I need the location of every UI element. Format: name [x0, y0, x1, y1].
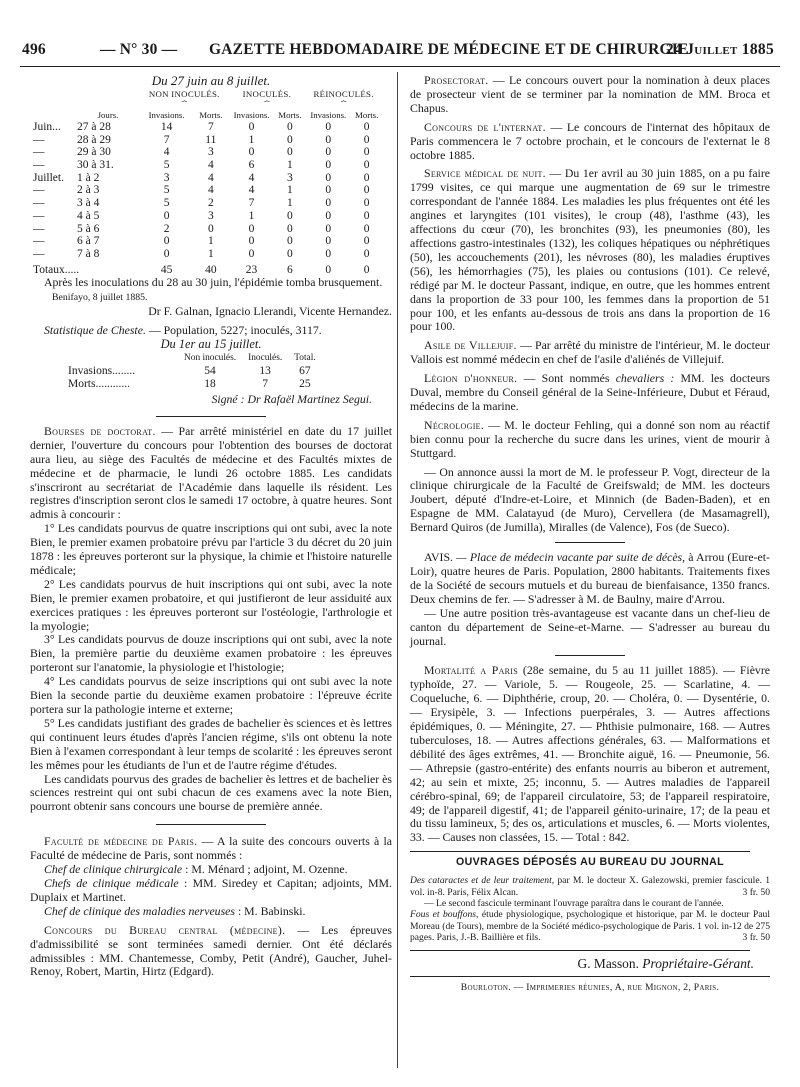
- legion-paragraph: Légion d'honneur. — Sont nommés chevaliers : MM. les docteurs Duval, membre du Conseil général de la Seine-Inférieure, Dubut et Féraud, médecins de la marine.: [410, 371, 770, 413]
- row-days: 27 à 28: [77, 120, 111, 133]
- row-value: 0: [325, 247, 332, 260]
- total-cell: 6: [287, 263, 293, 276]
- row-value: 5: [163, 197, 170, 210]
- row-value: 0: [363, 184, 370, 197]
- column-divider: [397, 72, 398, 1068]
- row-value: 7: [163, 133, 170, 146]
- epidemic-row: [32, 121, 382, 134]
- row-month: —: [33, 222, 45, 235]
- row-days: 7 à 8: [77, 247, 100, 260]
- faculte-line: Chef de clinique chirurgicale : M. Ménard ; adjoint, M. Ozenne.: [44, 862, 348, 877]
- row-value: 2: [207, 197, 214, 210]
- col-jours: Jours.: [97, 109, 119, 120]
- epidemic-row: [32, 235, 382, 248]
- row-value: 1: [287, 184, 293, 197]
- row-value: 0: [163, 209, 170, 222]
- cheste-signed: Signé : Dr Rafaël Martinez Segui.: [211, 391, 372, 406]
- row-value: 0: [325, 197, 332, 210]
- group-reinocules: RÉINOCULÉS.: [313, 88, 374, 99]
- epidemic-row: [32, 172, 382, 185]
- row-value: 0: [363, 222, 370, 235]
- page-header: [14, 41, 776, 67]
- journal-title: GAZETTE HEBDOMADAIRE DE MÉDECINE ET DE CHIRURGIE: [209, 41, 689, 58]
- row-month: —: [33, 146, 45, 159]
- epidemic-row: [32, 248, 382, 261]
- footer-rule: [410, 976, 770, 977]
- row-value: 0: [207, 222, 214, 235]
- totals-label: Totaux.....: [33, 263, 80, 276]
- epidemic-row: [32, 210, 382, 223]
- cheste-row: Morts............ 18 7 25: [68, 377, 311, 390]
- row-value: 0: [325, 120, 332, 133]
- page-number: 496: [22, 41, 46, 58]
- row-month: —: [33, 159, 45, 172]
- row-value: 4: [163, 146, 170, 159]
- header-rule: [20, 66, 780, 67]
- row-month: —: [33, 209, 45, 222]
- total-cell: 0: [325, 263, 332, 276]
- row-value: 4: [248, 184, 255, 197]
- right-column: [410, 74, 770, 995]
- row-value: 0: [363, 120, 370, 133]
- row-value: 0: [363, 235, 370, 248]
- row-value: 0: [248, 120, 255, 133]
- row-month: Juin...: [33, 120, 61, 133]
- row-value: 0: [287, 235, 293, 248]
- row-value: 5: [163, 159, 170, 172]
- bourses-item: 3° Les candidats pourvus de douze inscriptions qui ont subi, avec la note Bien, la première partie du deuxième examen probatoire : les épreuves porteront sur l'anatomie, la physiologie et l'histologie;: [30, 632, 392, 675]
- row-month: —: [33, 235, 45, 248]
- epidemic-table: [32, 89, 382, 276]
- row-value: 14: [160, 120, 173, 133]
- row-days: 29 à 30: [77, 146, 111, 159]
- bourses-item: 5° Les candidats justifiant des grades de bachelier ès sciences et ès lettres qui continuent leurs études d'après l'ancien régime, s'ils ont obtenu la note Bien à l'examen correspondant à leur temps de scolarité : les épreuves seront les mêmes pour les étudiants de l'un et de l'autre régime d'études.: [30, 715, 392, 772]
- mortalite-paragraph: Mortalité a Paris (28e semaine, du 5 au 11 juillet 1885). — Fièvre typhoïde, 27. — Variole, 5. — Rougeole, 25. — Scarlatine, 4. — Coqueluche, 6. — Diphthérie, croup, 20. — Choléra, 0. — Dysentérie, 0. — Erysipèle, 3. — Infections puerpérales, 3. — Autres affections épidémiques, 0. — Méningite, 27. — Phthisie pulmonaire, 168. — Autres tuberculoses, 18. — Autres affections générales, 63. — Malformations et débilité des âges extrêmes, 41. — Bronchite aiguë, 16. — Pneumonie, 56. — Athrepsie (gastro-entérite) des enfants nourris au biberon et autrement, 42; au sein et mixte, 25; inconnu, 5. — Autres maladies de l'appareil cérébro-spinal, 69; de l'appareil circulatoire, 53; de l'appareil respiratoire, 49; de l'appareil digestif, 41; de l'appareil génito-urinaire, 17; de la peau et du tissu lamineux, 5; des os, articulations et muscles, 6. — Morts violentes, 33. — Causes non classées, 15. — Total : 842.: [410, 663, 770, 845]
- row-days: 2 à 3: [77, 184, 100, 197]
- row-days: 4 à 5: [77, 209, 100, 222]
- place-date: Benifayo, 8 juillet 1885.: [52, 292, 148, 304]
- ouvrage-item: Des cataractes et de leur traitement, par M. le docteur X. Galezowski, premier fascicule. 1 vol. in-8. Paris, Félix Alcan. 3 fr. 50: [410, 875, 770, 898]
- row-value: 0: [287, 133, 293, 146]
- col-morts: Morts.: [355, 109, 379, 120]
- total-cell: 0: [363, 263, 370, 276]
- epidemic-row: [32, 159, 382, 172]
- row-value: 2: [163, 222, 170, 235]
- row-value: 0: [325, 171, 332, 184]
- gerant-line: G. Masson. Propriétaire-Gérant.: [577, 955, 754, 971]
- faculte-line: Chef de clinique des maladies nerveuses : M. Babinski.: [44, 903, 306, 918]
- row-month: —: [33, 197, 45, 210]
- cheste-col: Total.: [294, 352, 316, 363]
- separator: [156, 416, 266, 417]
- row-value: 4: [207, 171, 214, 184]
- row-value: 3: [163, 171, 170, 184]
- row-value: 0: [248, 235, 255, 248]
- row-days: 1 à 2: [77, 171, 100, 184]
- total-cell: 40: [205, 263, 217, 276]
- epidemic-row: [32, 197, 382, 210]
- row-value: 0: [363, 159, 370, 172]
- row-value: 1: [287, 159, 293, 172]
- row-value: 0: [325, 133, 332, 146]
- bourses-last: Les candidats pourvus des grades de bachelier ès lettres et de bachelier ès sciences restreint qui ont subi chacun de ces examens avec la note Bien, pourront obtenir sans concours une bourse de première année.: [30, 771, 392, 814]
- bourses-paragraph: Bourses de doctorat. — Par arrêté ministériel en date du 17 juillet dernier, l'ouverture du concours pour l'obtention des bourses de doctorat aura lieu, au siège des Facultés de médecine et des Facultés mixtes de médecine et de pharmacie, le lundi 26 octobre 1885. Les candidats s'inscriront au secrétariat de l'Académie dans laquelle ils résident. Les registres d'inscription seront clos le samedi 17 octobre, à quatre heures. Sont admis à concourir :: [30, 423, 392, 522]
- row-value: 0: [248, 146, 255, 159]
- issue-number: — N° 30 —: [100, 41, 178, 58]
- row-value: 6: [248, 159, 255, 172]
- row-value: 0: [325, 222, 332, 235]
- necrologie-paragraph: Nécrologie. — M. le docteur Fehling, qui a donné son nom au réactif bien connu pour la recherche du sucre dans les urines, vient de mourir à Stuttgard.: [410, 417, 770, 460]
- faculte-paragraph: Faculté de médecine de Paris. — A la suite des concours ouverts à la Faculté de médecine de Paris, sont nommés :: [30, 834, 392, 863]
- row-value: 0: [363, 209, 370, 222]
- col-invasions: Invasions.: [233, 109, 270, 120]
- row-value: 7: [207, 120, 214, 133]
- row-value: 0: [363, 197, 370, 210]
- ouvrage-item: — Le second fascicule terminant l'ouvrage paraîtra dans le courant de l'année.: [424, 897, 724, 909]
- row-month: Juillet.: [33, 171, 64, 184]
- row-value: 0: [287, 209, 293, 222]
- row-value: 0: [325, 235, 332, 248]
- row-value: 0: [325, 184, 332, 197]
- cheste-col: Inoculés.: [248, 352, 283, 363]
- row-value: 0: [248, 247, 255, 260]
- row-value: 3: [207, 146, 214, 159]
- epidemic-group-row: [32, 89, 382, 100]
- group-inocules: INOCULÉS.: [242, 88, 292, 99]
- internat-paragraph: Concours de l'internat. — Le concours de l'internat des hôpitaux de Paris commencera le 7 octobre prochain, et le concours de l'externat le 8 octobre 1885.: [410, 119, 770, 162]
- row-value: 0: [363, 146, 370, 159]
- bureau-paragraph: Concours du Bureau central (médecine). — Les épreuves d'admissibilité se sont terminées samedi dernier. Ont été déclarés admissibles : MM. Chantemesse, Comby, Petit (André), Gaucher, Juhel-Renoy, Robert, Martin, Hirtz (Edgard).: [30, 922, 393, 979]
- epidemic-row: [32, 134, 382, 147]
- row-value: 0: [163, 247, 170, 260]
- avis-paragraph: AVIS. — Place de médecin vacante par suite de décès, à Arrou (Eure-et-Loir), quatre heures de Paris. Population, 2800 habitants. Traitements fixes de la Société de secours mutuels et du bureau de bienfaisance, 1350 francs. Deux chemins de fer. — S'adresser à M. de Baulny, maire d'Arrou.: [410, 550, 770, 606]
- bourses-item: 1° Les candidats pourvus de quatre inscriptions qui ont subi, avec la note Bien, le premier examen probatoire prévu par l'article 3 du décret du 20 juin 1878 : les épreuves porteront sur la physique, la chimie et l'histoire naturelle médicale;: [30, 521, 392, 577]
- col-invasions: Invasions.: [310, 109, 347, 120]
- row-value: 0: [287, 247, 293, 260]
- row-days: 6 à 7: [77, 235, 100, 248]
- row-days: 3 à 4: [77, 197, 100, 210]
- row-value: 0: [163, 235, 170, 248]
- avis-paragraph-2: — Une autre position très-avantageuse est vacante dans un chef-lieu de canton du département de Seine-et-Marne. — S'adresser au bureau du journal.: [410, 605, 770, 648]
- col-invasions: Invasions.: [148, 109, 185, 120]
- separator: [555, 655, 625, 656]
- row-value: 0: [325, 159, 332, 172]
- row-value: 1: [248, 209, 255, 222]
- printer-line: Bourloton. — Imprimeries réunies, A, rue Mignon, 2, Paris.: [460, 982, 720, 994]
- issue-date: 24 Juillet 1885: [665, 41, 774, 58]
- cheste-intro: Statistique de Cheste. — Population, 5227; inoculés, 3117.: [44, 323, 322, 338]
- left-column: [30, 74, 392, 979]
- row-value: 5: [163, 184, 170, 197]
- row-value: 0: [287, 222, 293, 235]
- epidemic-row: [32, 146, 382, 159]
- row-value: 0: [287, 146, 293, 159]
- epidemic-row: [32, 184, 382, 197]
- row-value: 3: [287, 171, 293, 184]
- epidemic-column-row: [32, 110, 382, 121]
- col-morts: Morts.: [199, 109, 223, 120]
- row-month: —: [33, 133, 45, 146]
- row-value: 0: [363, 171, 370, 184]
- row-value: 1: [287, 197, 293, 210]
- total-cell: 23: [245, 263, 258, 276]
- row-value: 1: [248, 133, 255, 146]
- row-value: 0: [325, 146, 332, 159]
- epidemic-signers: Dr F. Galnan, Ignacio Llerandi, Vicente Hernandez.: [148, 304, 392, 319]
- row-month: —: [33, 184, 45, 197]
- row-month: —: [33, 247, 45, 260]
- group-non-inocules: NON INOCULÉS.: [148, 88, 220, 99]
- annonce-paragraph: — On annonce aussi la mort de M. le professeur P. Vogt, directeur de la clinique chirurgicale de la Faculté de Greifswald; de MM. les docteurs Joubert, député d'Indre-et-Loire, et Minnich (de Baden-Baden), et en Espagne de MM. Calatayud (de Muro), Cervellera (de Masamagrell), Bernard Quiros (de Jumilla), Miralles (de Valence), Fos (de Sueco).: [410, 464, 770, 535]
- row-value: 4: [248, 171, 255, 184]
- row-value: 1: [207, 247, 214, 260]
- epidemic-after-text: Après les inoculations du 28 au 30 juin, l'épidémie tomba brusquement.: [44, 275, 383, 290]
- bourses-item: 4° Les candidats pourvus de seize inscriptions qui ont subi avec la note Bien la seconde partie du deuxième examen probatoire : l'épreuve écrite portera sur la pathologie interne et externe;: [30, 674, 392, 716]
- separator: [410, 851, 750, 852]
- row-value: 0: [248, 222, 255, 235]
- epidemic-rows: [32, 121, 382, 261]
- row-days: 30 à 31.: [77, 159, 114, 172]
- row-value: 4: [207, 159, 214, 172]
- cheste-subtitle: Du 1er au 15 juillet.: [160, 337, 262, 352]
- prosectorat-paragraph: Prosectorat. — Le concours ouvert pour la nomination à deux places de prosecteur vient de se terminer par la nomination de MM. Broca et Chapus.: [410, 73, 771, 115]
- faculte-line: Chefs de clinique médicale : MM. Siredey et Capitan; adjoints, MM. Duplaix et Martinet.: [30, 875, 392, 904]
- separator: [156, 824, 266, 825]
- cheste-row: Invasions........ 54 13 67: [68, 364, 311, 377]
- epidemic-row: [32, 223, 382, 236]
- villejuif-paragraph: Asile de Villejuif. — Par arrêté du ministre de l'intérieur, M. le docteur Vallois est nommé médecin en chef de l'asile d'aliénés de Villejuif.: [410, 338, 770, 367]
- bourses-item: 2° Les candidats pourvus de huit inscriptions qui ont subi, avec la note Bien, le premier examen probatoire, et qui justifieront de leur assiduité aux exercices pratiques : les épreuves porteront sur l'ostéologie, l'arthrologie et la myologie;: [30, 576, 392, 633]
- separator: [410, 950, 750, 951]
- row-value: 7: [248, 197, 255, 210]
- brace-row: ⏞ ⏞ ⏞: [181, 99, 347, 110]
- cheste-header-row: [68, 352, 322, 365]
- row-value: 3: [207, 209, 214, 222]
- row-value: 1: [207, 235, 214, 248]
- ouvrages-title: OUVRAGES DÉPOSÉS AU BUREAU DU JOURNAL: [455, 856, 725, 869]
- row-value: 0: [325, 209, 332, 222]
- col-morts: Morts.: [278, 109, 302, 120]
- row-value: 11: [205, 133, 217, 146]
- row-value: 0: [363, 133, 370, 146]
- row-value: 0: [287, 120, 293, 133]
- ouvrage-item: Fous et bouffons, étude physiologique, psychologique et historique, par M. le docteur Paul Moreau (de Tours), membre de la Société médico-psychologique de Paris. 1 vol. in-12 de 275 pages. Paris, J.-B. Baillière et fils. 3 fr. 50: [410, 909, 770, 944]
- row-value: 0: [363, 247, 370, 260]
- cheste-table: [68, 352, 322, 391]
- epidemic-totals-row: [32, 261, 382, 277]
- separator: [555, 542, 625, 543]
- total-cell: 45: [160, 263, 173, 276]
- cheste-col: Non inoculés.: [184, 352, 237, 363]
- row-days: 5 à 6: [77, 222, 100, 235]
- row-value: 4: [207, 184, 214, 197]
- epidemic-table-title: Du 27 juin au 8 juillet.: [151, 73, 271, 88]
- nuit-paragraph: Service médical de nuit. — Du 1er avril au 30 juin 1885, on a pu faire 1799 visites, ce qui marque une augmentation de 69 sur le trimestre correspondant de l'année 1884. Les maladies les plus fréquentes ont été les angines et laryngites (101 visites), le croup (48), l'asthme (43), les affections du cœur (70), les bronchites (93), les pneumonies (80), les affections gastro-intestinales (132), les coliques hépatiques ou néphrétiques (50), les accouchements (201), les névroses (80), les maladies éruptives (56), les hémorrhagies (75), les plaies ou contusions (101). Ce relevé, rédigé par M. le docteur Passant, indique, en outre, que les hommes entrent dans la proportion de 33 pour 100, les femmes dans la proportion de 51 pour 100, et les enfants au-dessous de trois ans dans la proportion de 16 pour 100.: [410, 166, 770, 334]
- row-days: 28 à 29: [77, 133, 111, 146]
